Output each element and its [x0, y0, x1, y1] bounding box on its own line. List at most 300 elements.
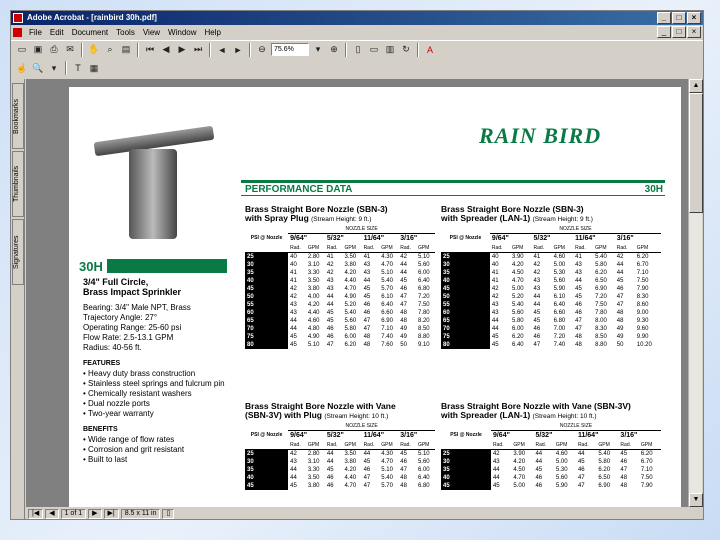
- zoom-tool-icon[interactable]: 🔍: [32, 62, 44, 73]
- table-cell: 46: [575, 301, 582, 308]
- table-cell: 43: [491, 301, 499, 308]
- table-cell: 7.00: [553, 325, 566, 332]
- column-header: Rad.: [362, 441, 380, 450]
- table-cell: 47: [400, 293, 407, 300]
- column-header: Rad.: [533, 441, 553, 450]
- table-cell: 8.50: [417, 325, 430, 332]
- psi-cell: 45: [245, 285, 288, 293]
- psi-cell: 55: [245, 301, 288, 309]
- table-cell: 43: [326, 285, 334, 292]
- table-cell: 44: [363, 277, 371, 284]
- table-row: [245, 252, 435, 261]
- table-cell: 44: [326, 293, 334, 300]
- table-cell: 4.20: [307, 301, 320, 308]
- nozzle-size: 5/32": [535, 431, 553, 439]
- save-icon[interactable]: ▣: [33, 44, 43, 54]
- table-row: [441, 285, 661, 293]
- table-cell: 45: [363, 458, 371, 465]
- table-cell: 41: [363, 253, 371, 260]
- prev-page-status-icon[interactable]: ◀: [45, 509, 58, 519]
- table-cell: 3.90: [513, 450, 526, 457]
- table-cell: 8.80: [417, 333, 430, 340]
- table-cell: 43: [492, 458, 500, 465]
- table-cell: 44: [290, 325, 297, 332]
- table-cell: 4.60: [553, 253, 566, 260]
- table-cell: 3.80: [307, 482, 320, 489]
- column-header: GPM: [639, 441, 661, 450]
- tab-signatures[interactable]: Signatures: [12, 219, 24, 285]
- nozzle-size: 3/16": [616, 234, 634, 242]
- column-header: GPM: [596, 441, 618, 450]
- table-cell: 6.40: [417, 277, 430, 284]
- table-cell: 41: [326, 253, 334, 260]
- table-cell: 5.60: [417, 261, 430, 268]
- previous-page-icon[interactable]: ◀: [162, 44, 170, 54]
- psi-cell: 30: [245, 458, 288, 466]
- table-cell: 45: [492, 482, 500, 489]
- benefits-heading: BENEFITS: [83, 426, 118, 433]
- psi-cell: 35: [441, 269, 490, 277]
- table-cell: 7.50: [417, 301, 430, 308]
- features-heading: FEATURES: [83, 360, 121, 367]
- table-cell: 6.20: [595, 269, 607, 276]
- table-cell: 8.60: [636, 301, 649, 308]
- table1: [245, 225, 435, 349]
- nozzle-size-header: NOZZLE SIZE: [491, 422, 661, 431]
- table-row: [441, 252, 661, 261]
- menu-edit[interactable]: Edit: [49, 28, 64, 37]
- product-title-line-1: 3/4" Full Circle,: [83, 277, 149, 287]
- table-cell: 43: [363, 269, 371, 276]
- table-cell: 5.70: [381, 482, 393, 489]
- column-header: Rad.: [288, 244, 306, 253]
- psi-header: PSI @ Nozzle: [245, 422, 288, 449]
- nozzle-size-header: NOZZLE SIZE: [288, 225, 435, 234]
- table-cell: 4.60: [555, 450, 568, 457]
- table-cell: 5.20: [511, 293, 524, 300]
- psi-cell: 45: [441, 285, 490, 293]
- table-cell: 7.10: [381, 325, 393, 332]
- table-cell: 48: [400, 482, 407, 489]
- table-cell: 3.80: [307, 285, 320, 292]
- psi-cell: 25: [441, 252, 490, 261]
- table-cell: 41: [575, 253, 582, 260]
- table-cell: 4.70: [381, 261, 393, 268]
- table-cell: 4.40: [344, 277, 357, 284]
- table-cell: 44: [326, 301, 334, 308]
- column-header: Rad.: [491, 441, 511, 450]
- table-cell: 7.80: [595, 309, 607, 316]
- table-cell: 46: [616, 285, 624, 292]
- table-cell: 48: [400, 317, 407, 324]
- table2-title: Brass Straight Bore Nozzle (SBN-3) with Spreader (LAN-1) (Stream Height: 9 ft.): [441, 204, 593, 223]
- document-icon[interactable]: [13, 28, 22, 37]
- psi-cell: 55: [441, 301, 490, 309]
- table-cell: 4.70: [381, 458, 393, 465]
- table-cell: 4.30: [381, 253, 393, 260]
- psi-cell: 80: [441, 341, 490, 349]
- table-cell: 4.30: [381, 450, 393, 457]
- main-toolbar: [11, 40, 703, 58]
- table-cell: 6.50: [595, 277, 607, 284]
- table-cell: 44: [400, 269, 407, 276]
- table-cell: 42: [400, 253, 407, 260]
- text-select-icon[interactable]: T: [75, 63, 81, 73]
- open-icon[interactable]: ▭: [17, 44, 27, 54]
- table-cell: 3.50: [307, 474, 320, 481]
- psi-cell: 35: [245, 269, 288, 277]
- nozzle-size-header: NOZZLE SIZE: [490, 225, 661, 234]
- table-cell: 6.20: [636, 253, 649, 260]
- nozzle-size: 9/64": [290, 234, 308, 242]
- table-cell: 5.90: [553, 285, 566, 292]
- psi-cell: 50: [441, 293, 490, 301]
- table-cell: 43: [533, 277, 541, 284]
- table-cell: 5.60: [417, 458, 430, 465]
- table-cell: 5.10: [417, 253, 430, 260]
- table-cell: 46: [575, 309, 582, 316]
- performance-header: [241, 180, 665, 196]
- window-title: Adobe Acrobat - [rainbird 30h.pdf]: [27, 13, 157, 22]
- table-cell: 6.70: [640, 458, 653, 465]
- nozzle-size: 11/64": [575, 234, 596, 242]
- table-cell: 6.10: [381, 293, 393, 300]
- find-icon[interactable]: ⌕: [107, 44, 113, 54]
- table-row: [245, 466, 435, 474]
- table-row: [245, 261, 435, 269]
- table-cell: 8.80: [595, 341, 607, 348]
- table-cell: 3.50: [307, 277, 320, 284]
- print-icon[interactable]: ⎙: [50, 44, 58, 54]
- table-cell: 47: [575, 325, 582, 332]
- column-header: GPM: [343, 244, 362, 253]
- hand-tool-icon[interactable]: ✋: [88, 44, 100, 54]
- table-cell: 46: [533, 325, 541, 332]
- table-cell: 5.90: [555, 482, 568, 489]
- column-header: GPM: [306, 441, 325, 450]
- column-header: Rad.: [573, 244, 593, 253]
- back-icon[interactable]: ◄: [217, 44, 227, 55]
- navigation-pane-icon[interactable]: ▤: [121, 44, 131, 54]
- table-cell: 2.80: [307, 253, 320, 260]
- zoom-field[interactable]: 75.6%: [271, 43, 309, 56]
- table-cell: 5.80: [595, 261, 607, 268]
- menu-file[interactable]: File: [29, 28, 42, 37]
- psi-cell: 40: [441, 277, 490, 285]
- table-cell: 6.70: [636, 261, 649, 268]
- table-cell: 45: [491, 333, 499, 340]
- table-cell: 5.70: [381, 285, 393, 292]
- table-cell: 47: [533, 341, 541, 348]
- psi-cell: 65: [245, 317, 288, 325]
- table-cell: 5.00: [555, 458, 568, 465]
- table-cell: 7.90: [636, 285, 649, 292]
- menu-view[interactable]: View: [142, 28, 161, 37]
- table-cell: 47: [363, 325, 371, 332]
- table-cell: 3.80: [344, 261, 357, 268]
- nozzle-size: 9/64": [492, 431, 510, 439]
- spec-item: Radius: 40-56 ft.: [83, 343, 142, 352]
- first-page-status-icon[interactable]: |◀: [28, 509, 43, 519]
- forward-icon[interactable]: ►: [233, 44, 243, 55]
- table-cell: 5.40: [511, 301, 524, 308]
- maximize-button[interactable]: □: [672, 12, 686, 24]
- menu-window[interactable]: Window: [168, 28, 197, 37]
- table-cell: 6.60: [553, 309, 566, 316]
- table-cell: 45: [363, 293, 371, 300]
- tab-bookmarks[interactable]: Bookmarks: [12, 83, 24, 149]
- table-cell: 46: [535, 474, 543, 481]
- fit-width-icon[interactable]: ▥: [385, 44, 395, 54]
- table-cell: 6.00: [417, 269, 430, 276]
- table-row: [245, 482, 435, 490]
- table-row: [441, 341, 661, 349]
- adobe-logo-icon[interactable]: A: [426, 44, 433, 55]
- scroll-thumb[interactable]: [689, 93, 703, 213]
- last-page-icon[interactable]: ⏭: [193, 44, 203, 54]
- dropdown-icon[interactable]: ▾: [51, 62, 57, 73]
- psi-cell: 40: [441, 474, 491, 482]
- table-cell: 45: [577, 458, 585, 465]
- doc-minimize-button[interactable]: _: [657, 26, 671, 38]
- zoom-in-icon[interactable]: ⊕: [330, 44, 338, 54]
- email-icon[interactable]: ✉: [66, 44, 74, 54]
- vertical-scrollbar[interactable]: [688, 79, 702, 507]
- table-cell: 6.00: [511, 325, 524, 332]
- column-header: Rad.: [362, 244, 380, 253]
- table-row: [245, 449, 435, 458]
- column-header: Rad.: [532, 244, 552, 253]
- table-cell: 43: [326, 277, 334, 284]
- tools-toolbar: [11, 59, 703, 77]
- psi-cell: 70: [441, 325, 490, 333]
- table-cell: 47: [400, 466, 407, 473]
- table-cell: 41: [290, 277, 297, 284]
- feature-item: • Stainless steel springs and fulcrum pin: [83, 379, 225, 388]
- table2: [441, 225, 661, 349]
- table-cell: 6.90: [595, 285, 607, 292]
- column-header: GPM: [379, 441, 398, 450]
- table-cell: 7.40: [381, 333, 393, 340]
- column-header: Rad.: [288, 441, 306, 450]
- column-header: GPM: [552, 244, 574, 253]
- table-cell: 5.00: [553, 261, 566, 268]
- table-cell: 4.70: [513, 474, 526, 481]
- table-cell: 4.20: [344, 466, 357, 473]
- table-row: [245, 285, 435, 293]
- table-cell: 49: [400, 333, 407, 340]
- column-header: GPM: [510, 244, 532, 253]
- table-cell: 5.10: [307, 341, 320, 348]
- section-title: PERFORMANCE DATA: [245, 184, 353, 195]
- table-cell: 41: [491, 269, 499, 276]
- table-cell: 40: [290, 253, 297, 260]
- table-cell: 44: [577, 450, 585, 457]
- status-bar: [26, 508, 703, 520]
- table-cell: 7.20: [553, 333, 566, 340]
- column-header: GPM: [416, 244, 435, 253]
- doc-restore-button[interactable]: □: [672, 26, 686, 38]
- menu-help[interactable]: Help: [204, 28, 221, 37]
- column-header: GPM: [511, 441, 533, 450]
- table-cell: 4.50: [511, 269, 524, 276]
- menu-tools[interactable]: Tools: [116, 28, 135, 37]
- table-row: [441, 277, 661, 285]
- table-cell: 48: [575, 341, 582, 348]
- table-cell: 5.00: [513, 482, 526, 489]
- close-button[interactable]: ×: [687, 12, 701, 24]
- table-cell: 6.60: [381, 309, 393, 316]
- table-cell: 45: [400, 277, 407, 284]
- actual-size-icon[interactable]: ▯: [355, 44, 361, 54]
- nozzle-size: 5/32": [326, 234, 344, 242]
- table-cell: 48: [620, 474, 628, 481]
- table-cell: 46: [400, 458, 407, 465]
- table-cell: 47: [577, 474, 585, 481]
- benefit-item: • Wide range of flow rates: [83, 435, 175, 444]
- table-cell: 5.60: [344, 317, 357, 324]
- table-cell: 5.60: [511, 309, 524, 316]
- table-cell: 6.40: [511, 341, 524, 348]
- table-cell: 3.50: [344, 450, 357, 457]
- spec-item: Trajectory Angle: 27°: [83, 313, 158, 322]
- model-label: 30H: [79, 259, 107, 274]
- table-cell: 50: [616, 341, 624, 348]
- table-cell: 4.90: [307, 333, 320, 340]
- doc-close-button[interactable]: ×: [687, 26, 701, 38]
- psi-cell: 35: [245, 466, 288, 474]
- table-cell: 6.40: [553, 301, 566, 308]
- minimize-button[interactable]: _: [657, 12, 671, 24]
- table-cell: 44: [535, 450, 543, 457]
- psi-cell: 45: [441, 482, 491, 490]
- table-cell: 5.60: [553, 277, 566, 284]
- feature-item: • Chemically resistant washers: [83, 389, 192, 398]
- nozzle-size: 9/64": [290, 431, 308, 439]
- table-cell: 48: [620, 482, 628, 489]
- table-cell: 7.20: [595, 293, 607, 300]
- table-cell: 4.70: [344, 285, 357, 292]
- document-area[interactable]: [26, 79, 688, 507]
- table-cell: 45: [326, 309, 334, 316]
- table-cell: 8.00: [595, 317, 607, 324]
- table-cell: 4.80: [307, 325, 320, 332]
- page-layout-icon[interactable]: ▯: [162, 509, 174, 519]
- column-header: Rad.: [615, 244, 635, 253]
- table-cell: 4.50: [513, 466, 526, 473]
- table-cell: 5.40: [344, 309, 357, 316]
- rotate-icon[interactable]: ↻: [402, 44, 410, 54]
- table-cell: 6.10: [553, 293, 566, 300]
- table-cell: 6.90: [381, 317, 393, 324]
- zoom-out-icon[interactable]: ⊖: [258, 44, 266, 54]
- table-cell: 3.10: [307, 458, 320, 465]
- table-cell: 45: [326, 466, 334, 473]
- table-cell: 46: [326, 333, 334, 340]
- table-cell: 5.60: [555, 474, 568, 481]
- table-cell: 5.30: [553, 269, 566, 276]
- table-cell: 5.80: [511, 317, 524, 324]
- table-row: [245, 341, 435, 349]
- table-cell: 5.40: [381, 277, 393, 284]
- table-row: [441, 325, 661, 333]
- scroll-up-icon[interactable]: ▲: [689, 79, 703, 93]
- nozzle-size: 11/64": [363, 234, 385, 242]
- psi-cell: 75: [245, 333, 288, 341]
- next-page-icon[interactable]: ▶: [178, 44, 186, 54]
- table-cell: 40: [290, 261, 297, 268]
- graphics-select-icon[interactable]: ▦: [89, 62, 99, 73]
- table-cell: 42: [326, 261, 334, 268]
- page-indicator[interactable]: 1 of 1: [61, 509, 87, 519]
- table-cell: 44: [492, 466, 500, 473]
- menu-document[interactable]: Document: [71, 28, 109, 37]
- table-cell: 3.90: [511, 253, 524, 260]
- table-cell: 44: [616, 269, 624, 276]
- last-page-status-icon[interactable]: ▶|: [104, 509, 119, 519]
- table-cell: 9.00: [636, 309, 649, 316]
- table-cell: 45: [290, 482, 297, 489]
- first-page-icon[interactable]: ⏮: [145, 44, 155, 54]
- table-cell: 45: [620, 450, 628, 457]
- benefit-item: • Corrosion and grit resistant: [83, 445, 185, 454]
- table-cell: 7.40: [553, 341, 566, 348]
- table-cell: 45: [290, 341, 297, 348]
- table-cell: 8.30: [636, 293, 649, 300]
- select-hand-icon[interactable]: ☝: [16, 62, 28, 73]
- spec-list: [83, 303, 233, 353]
- page-size: 8.5 x 11 in: [121, 509, 161, 519]
- scroll-down-icon[interactable]: ▼: [689, 493, 703, 507]
- psi-cell: 65: [441, 317, 490, 325]
- table3-title: Brass Straight Bore Nozzle with Vane (SBN-3V) with Plug (Stream Height: 10 ft.): [245, 401, 396, 420]
- table-cell: 4.20: [511, 261, 524, 268]
- acrobat-window: [10, 10, 704, 520]
- table-cell: 6.40: [417, 474, 430, 481]
- psi-header: PSI @ Nozzle: [441, 225, 490, 252]
- fit-page-icon[interactable]: ▭: [369, 44, 379, 54]
- next-page-status-icon[interactable]: ▶: [88, 509, 101, 519]
- product-description: [83, 277, 233, 465]
- table-cell: 3.80: [344, 458, 357, 465]
- table-cell: 44: [363, 450, 371, 457]
- zoom-dropdown-icon[interactable]: ▾: [315, 44, 321, 54]
- column-header: Rad.: [618, 441, 638, 450]
- psi-cell: 25: [245, 449, 288, 458]
- tab-thumbnails[interactable]: Thumbnails: [12, 151, 24, 217]
- table-cell: 45: [616, 277, 624, 284]
- table-row: [245, 325, 435, 333]
- table-cell: 5.10: [381, 466, 393, 473]
- table-cell: 5.40: [381, 474, 393, 481]
- column-header: Rad.: [490, 244, 510, 253]
- table-row: [441, 449, 661, 458]
- table-cell: 45: [533, 317, 541, 324]
- table-cell: 44: [491, 325, 499, 332]
- table-cell: 42: [290, 285, 297, 292]
- table-cell: 46: [400, 285, 407, 292]
- table-cell: 42: [492, 450, 500, 457]
- psi-cell: 30: [441, 261, 490, 269]
- table-cell: 6.40: [381, 301, 393, 308]
- table-cell: 49: [616, 333, 624, 340]
- table-row: [441, 333, 661, 341]
- table-cell: 46: [326, 325, 334, 332]
- table-cell: 45: [290, 333, 297, 340]
- table-cell: 43: [290, 301, 297, 308]
- table-cell: 44: [535, 458, 543, 465]
- table-cell: 46: [620, 458, 628, 465]
